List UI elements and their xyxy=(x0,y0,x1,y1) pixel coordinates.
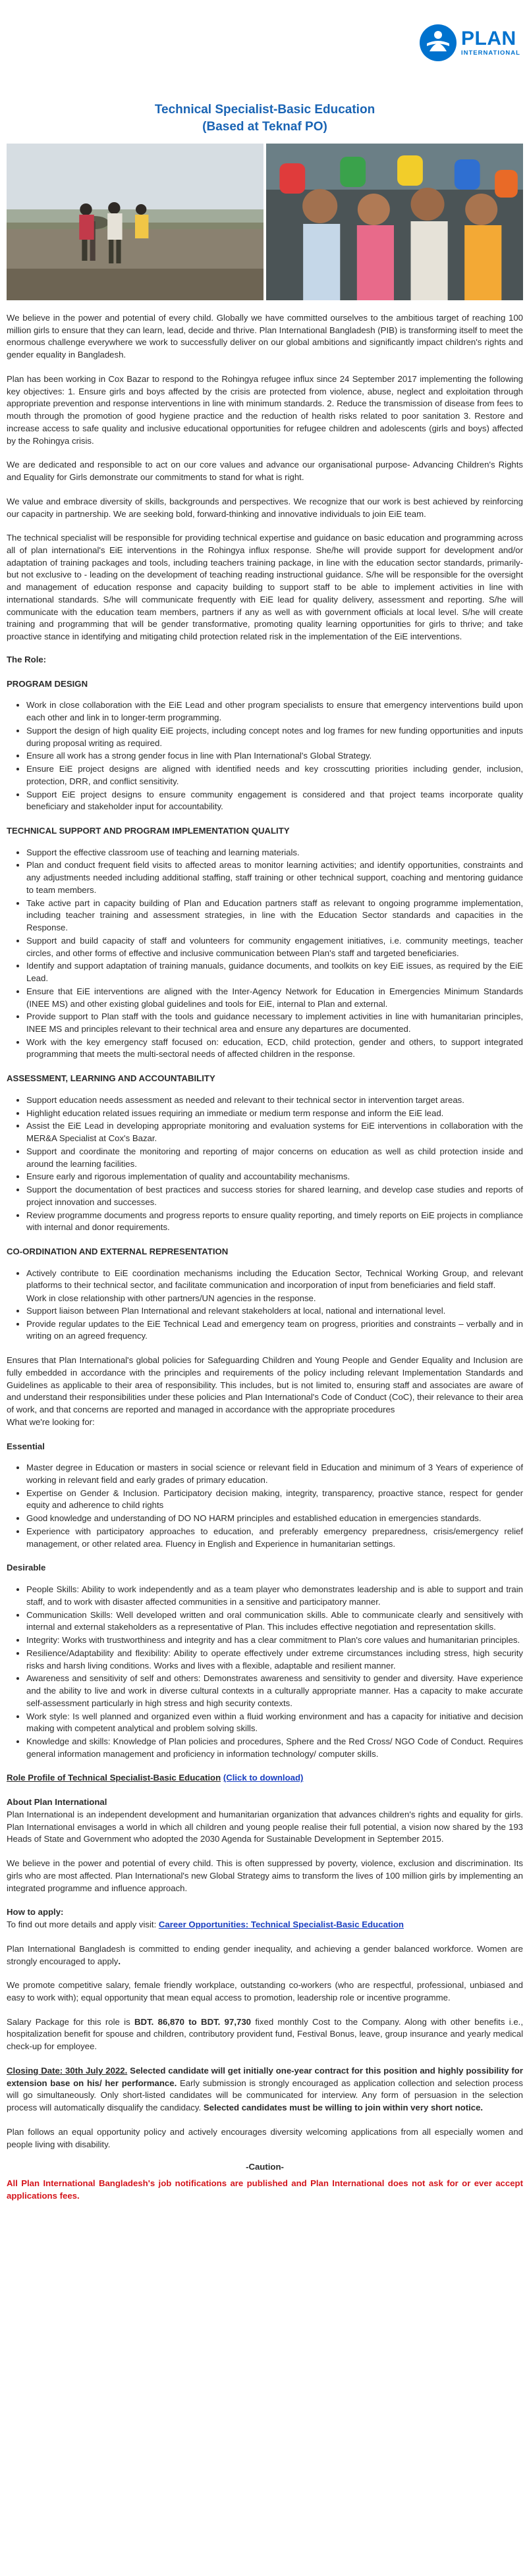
essential-heading: Essential xyxy=(7,1441,45,1451)
list-item: • Resilience/Adaptability and flexibility: Ability to operate effectively under extreme circumstances including stress, high security risks and harsh living conditions. Works and lives with a flexible, adaptable and resilient manner. xyxy=(26,1648,523,1672)
list-item: • Integrity: Works with trustworthiness and integrity and has a clear commitment to Plan's core values and humanitarian principles. xyxy=(26,1634,523,1647)
page-title xyxy=(7,101,523,135)
salary-prefix: Salary Package for this role is xyxy=(7,2016,135,2027)
list-item: • Work with the key emergency staff focused on: education, ECD, child protection, gender and others, to support integrated programming that meets the multi-sectoral needs of affected children in the response. xyxy=(26,1036,523,1061)
photo-banner xyxy=(7,144,523,300)
about-paragraph-1: Plan International is an independent development and humanitarian organization that advances children's rights and equality for girls. Plan International envisages a world in which all children and young people realise their full potential, a vision now shared by the 193 Heads of State and Government who adopted the 2030 Agenda for Sustainable Development in September 2015. xyxy=(7,1809,523,1844)
apply-text: To find out more details and apply visit: xyxy=(7,1919,159,1930)
role-heading: The Role: xyxy=(7,654,47,664)
closing-contract-note: Selected candidate will get initially one-year contract for this position and highly possibility for extension base on his/ her performance. xyxy=(7,2065,523,2088)
list-item: • Awareness and sensitivity of self and others: Demonstrates awareness and sensitivity to gender and diversity. Have experience and the ability to live and work in diverse cultural contexts in a culturally appropriate manner. Has a capacity to make accurate self-assessment particularly in high stress and high security contexts. xyxy=(26,1673,523,1709)
safeguarding-text: Ensures that Plan International's global policies for Safeguarding Children and Young People and Gender Equality and Inclusion are fully embedded in accordance with the principles and requirements of the policy including relevant Implementation Standards and Guidelines as applicable to their area of responsibility. This includes, but is not limited to, ensuring staff and associates are aware of and understand their responsibilities under these policies and Plan International's Code of Conduct (CoC), their relevance to their area of work, and that concerns are reported and managed in accordance with the appropriate procedures xyxy=(7,1355,523,1415)
salary-paragraph xyxy=(7,2016,523,2053)
list-item: • Good knowledge and understanding of DO NO HARM principles and established education in emergencies standards. xyxy=(26,1513,523,1525)
desirable-heading: Desirable xyxy=(7,1563,46,1573)
about-paragraph-2: We believe in the power and potential of every child. This is often suppressed by poverty, violence, exclusion and discrimination. Its girls who are most affected. Plan International's new Global Strategy aims to transform the lives of 100 million girls by implementing an integrated programme and influence approach. xyxy=(7,1858,523,1893)
photo-children-painted-hands xyxy=(266,144,523,300)
list-item: • Experience with participatory approaches to education, and preferably emergency preparedness, crisis/emergency relief management, or other related area. Fluency in English and Experience in humanitarian settings. xyxy=(26,1526,523,1550)
salary-suffix: fixed monthly Cost to the Company. Along with other benefits i.e., hospitalization benefit for spouse and children, contributory provident fund, Festival Bonus, leave, group insurance and yearly medical check-up for employee. xyxy=(7,2016,524,2052)
closing-date: Closing Date: 30th July 2022. xyxy=(7,2065,128,2076)
role-profile-download-link[interactable]: (Click to download) xyxy=(223,1773,304,1783)
list-item: • Knowledge and skills: Knowledge of Plan policies and procedures, Sphere and the Red Cross/ NGO Code of Conduct. Requires general information management and proficiency in information technology/ computer skills. xyxy=(26,1736,523,1760)
assessment-heading: ASSESSMENT, LEARNING AND ACCOUNTABILITY xyxy=(7,1073,215,1084)
commitment-text: Plan International Bangladesh is committed to ending gender inequality, and achieving a gender balanced workforce. Women are strongly encouraged to apply xyxy=(7,1943,523,1966)
list-item: • Support liaison between Plan International and relevant stakeholders at local, national and international level. xyxy=(26,1305,523,1318)
list-item: • Review programme documents and progress reports to ensure quality reporting, and timely reports on EiE projects in compliance with internal and donor requirements. xyxy=(26,1210,523,1234)
about-section xyxy=(7,1796,523,1846)
intro-paragraph-2: Plan has been working in Cox Bazar to respond to the Rohingya refugee influx since 24 September 2017 implementing the following key objectives: 1. Ensure girls and boys affected by the crisis are protected from violence, abuse, neglect and exploitation through appropriate prevention and response interventions in line with minimum standards. 2. Reduce the transmission of disease from fees to mouth through the promotion of good hygiene practice and the reduction of health risks related to poor sanitation 3. Restore and increase access to safe quality and inclusive educational opportunities for refugee children and adolescents (girls and boys) affected by the Rohingya crisis. xyxy=(7,373,523,446)
list-item: • Plan and conduct frequent field visits to affected areas to monitor learning activities; and identify opportunities, constraints and any adjustments needed including additional staffing, staff training or other technical support, coaching and mentoring guidance to team members. xyxy=(26,859,523,896)
program-design-heading: PROGRAM DESIGN xyxy=(7,678,88,689)
header xyxy=(7,12,523,134)
coordination-item-text: Actively contribute to EiE coordination mechanisms including the Education Sector, Technical Working Group, and relevant platforms to their technical sector, and facilitate communication and incorporation of input from beneficiaries and field staff. xyxy=(26,1268,523,1291)
title-line-1: Technical Specialist-Basic Education xyxy=(154,103,375,117)
list-item: • Provide regular updates to the EiE Technical Lead and emergency team on progress, priorities and constraints – verbally and in writing on an agreed frequency. xyxy=(26,1318,523,1343)
coordination-list-continued xyxy=(7,1305,523,1343)
technical-support-list xyxy=(7,847,523,1061)
list-item: • Support the documentation of best practices and success stories for shared learning, and develop case studies and reports of project innovation and successes. xyxy=(26,1184,523,1208)
intro-paragraph-5: The technical specialist will be responsible for providing technical expertise and guidance on basic education and programming across all of plan international's EiE interventions in the Rohingya influx response. She/he will provide support for development and/or adaptation of training packages and tools, including teachers training package, in line with the education sector standards, primarily- but not exclusive to - leading on the development of teaching reading instructional guidance. S/he will be responsible for the oversight and management of education response and capacity building to support staff to be able to implement activities in line with international standards. S/he will communicate frequently with EiE lead for quality delivery, assessment and reporting. S/he will communicate with the education team members, partners if any as well as with government officials at local level. S/he will create training and programming that will be gender transformative, promoting quality learning opportunities for girls to thrive; and take proactive stance in identifying and mitigating child protection related risk in the implementation of the EiE interventions. xyxy=(7,533,523,642)
list-item: • Identify and support adaptation of training manuals, guidance documents, and toolkits on key EiE issues, as required by the EiE Lead. xyxy=(26,960,523,984)
role-profile-label: Role Profile of Technical Specialist-Basic Education xyxy=(7,1773,221,1783)
looking-for-text: What we're looking for: xyxy=(7,1416,95,1427)
list-item: • Support the design of high quality EiE projects, including concept notes and log frames for new funding opportunities and inputs during proposal writing as required. xyxy=(26,725,523,749)
plan-international-logo[interactable] xyxy=(419,18,519,67)
list-item: • Expertise on Gender & Inclusion. Participatory decision making, integrity, transparency, proactive stance, respect for gender equity and adherence to child rights xyxy=(26,1488,523,1512)
intro-paragraph-1: We believe in the power and potential of every child. Globally we have committed ourselves to the ambitious target of reaching 100 million girls to ensure that they can learn, lead, decide and thrive. Plan International Bangladesh (PIB) is transforming itself to meet the enormous challenge everywhere we work to successfully deliver on our global ambitions and significantly impact children's rights and gender equality in Bangladesh. xyxy=(7,313,523,360)
list-item: • Support and coordinate the monitoring and reporting of major concerns on education as well as child protection inside and around the learning facilities. xyxy=(26,1146,523,1170)
safeguarding-paragraph xyxy=(7,1355,523,1428)
list-item: • Assist the EiE Lead in developing appropriate monitoring and evaluation systems for EiE interventions in collaboration with the MER&A Specialist at Cox's Bazar. xyxy=(26,1120,523,1144)
commitment-period: . xyxy=(118,1956,121,1966)
list-item: • Work style: Is well planned and organized even within a fluid working environment and has a capacity for initiative and decision making with competent analytical and problem solving skills. xyxy=(26,1711,523,1735)
logo-subtitle: INTERNATIONAL xyxy=(461,49,520,57)
apply-section xyxy=(7,1906,523,1931)
list-item: • Communication Skills: Well developed written and oral communication skills. Able to communicate clearly and sensitively with internal and external stakeholders as a representative of Plan. This includes effective negotiation and representation skills. xyxy=(26,1609,523,1634)
list-item: • Ensure all work has a strong gender focus in line with Plan International's Global Strategy. xyxy=(26,750,523,763)
caution-notice: All Plan International Bangladesh's job notifications are published and Plan International does not ask for or ever accept applications fees. xyxy=(7,2178,523,2201)
plan-logo-icon xyxy=(419,24,457,62)
role-profile-line xyxy=(7,1772,523,1784)
coordination-list xyxy=(7,1268,523,1292)
list-item: • Ensure that EiE interventions are aligned with the Inter-Agency Network for Education in Emergencies Minimum Standards (INEE MS) and other existing global guidelines and tools for EiE, internal to Plan and external. xyxy=(26,986,523,1010)
list-item: • Ensure EiE project designs are aligned with identified needs and key crosscutting priorities including gender, inclusion, protection, DRR, and conflict sensitivity. xyxy=(26,763,523,788)
program-design-list xyxy=(7,699,523,813)
list-item: • Highlight education related issues requiring an immediate or medium term response and inform the EiE lead. xyxy=(26,1108,523,1120)
closing-process-note: Early submission is strongly encouraged as application collection and selection process will go simultaneously. Only short-listed candidates will be communicated for interview. Any form of persuasion in the selection process will automatically disqualify the candidacy. xyxy=(7,2078,523,2113)
essential-list xyxy=(7,1462,523,1550)
equal-opportunity-paragraph: Plan follows an equal opportunity policy and actively encourages diversity welcoming applications from all especially women and people living with disability. xyxy=(7,2126,523,2149)
closing-paragraph xyxy=(7,2065,523,2114)
desirable-list xyxy=(7,1584,523,1760)
offer-paragraph: We promote competitive salary, female friendly workplace, outstanding co-workers (who are respectful, professional, unbiased and easy to work with); equal opportunity that mean equal access to promotion, leadership role or incentive programme. xyxy=(7,1980,523,2002)
intro-paragraph-4: We value and embrace diversity of skills, backgrounds and perspectives. We recognize that our work is best achieved by reinforcing our capacity in partnership. We are seeking bold, forward-thinking and innovative individuals to join EiE team. xyxy=(7,496,523,519)
list-item: • People Skills: Ability to work independently and as a team player who demonstrates leadership and is able to support and train staff, and to work with disaster affected communities in a sensitive and participatory manner. xyxy=(26,1584,523,1608)
about-heading: About Plan International xyxy=(7,1797,107,1808)
list-item: • Take active part in capacity building of Plan and Education partners staff as relevant to ongoing programme implementation, including teacher training and assessment strategies, in line with the Education Sector standards and capacities in the Response. xyxy=(26,898,523,934)
logo-wordmark: PLAN xyxy=(461,28,516,50)
list-item xyxy=(26,1268,523,1292)
list-item: • Work in close collaboration with the EiE Lead and other program specialists to ensure that emergency interventions build upon each other and link in to longer-term programming. xyxy=(26,699,523,724)
list-item: • Support the effective classroom use of teaching and learning materials. xyxy=(26,847,523,859)
list-item: • Ensure early and rigorous implementation of quality and accountability mechanisms. xyxy=(26,1171,523,1183)
apply-heading: How to apply: xyxy=(7,1907,64,1918)
caution-heading: -Caution- xyxy=(246,2162,284,2172)
intro-paragraph-3: We are dedicated and responsible to act on our core values and advance our organisational purpose- Advancing Children's Rights and Equality for Girls demonstrate our commitments to stand for what is right. xyxy=(7,460,523,483)
list-item: • Master degree in Education or masters in social science or relevant field in Education and minimum of 3 Years of experience of working in relevant field and early grades of primary education. xyxy=(26,1462,523,1486)
closing-join-note: Selected candidates must be willing to join within very short notice. xyxy=(201,2103,484,2113)
assessment-list xyxy=(7,1094,523,1234)
technical-support-heading: TECHNICAL SUPPORT AND PROGRAM IMPLEMENTATION QUALITY xyxy=(7,825,290,836)
photo-girls-walking xyxy=(7,144,264,300)
list-item: • Provide support to Plan staff with the tools and guidance necessary to implement activities in line with humanitarian principles, INEE MS and principles relevant to their technical area and ensure any departures are documented. xyxy=(26,1011,523,1035)
commitment-paragraph xyxy=(7,1943,523,1968)
career-opportunity-link[interactable]: Career Opportunities: Technical Specialist-Basic Education xyxy=(158,1919,404,1930)
list-item: • Support education needs assessment as needed and relevant to their technical sector in intervention target areas. xyxy=(26,1094,523,1107)
coordination-heading: CO-ORDINATION AND EXTERNAL REPRESENTATION xyxy=(7,1247,229,1256)
salary-range: BDT. 86,870 to BDT. 97,730 xyxy=(134,2016,251,2027)
coordination-extra-line: Work in close relationship with other partners/UN agencies in the response. xyxy=(26,1293,316,1304)
list-item: • Support EiE project designs to ensure community engagement is considered and that project teams incorporate quality beneficiary and stakeholder input for accountability. xyxy=(26,789,523,813)
title-line-2: (Based at Teknaf PO) xyxy=(202,119,327,134)
list-item: • Support and build capacity of staff and volunteers for community engagement initiatives, i.e. community meetings, teacher circles, and other forms of effective and inclusive communication between Plan's staff and targeted beneficiaries. xyxy=(26,935,523,959)
